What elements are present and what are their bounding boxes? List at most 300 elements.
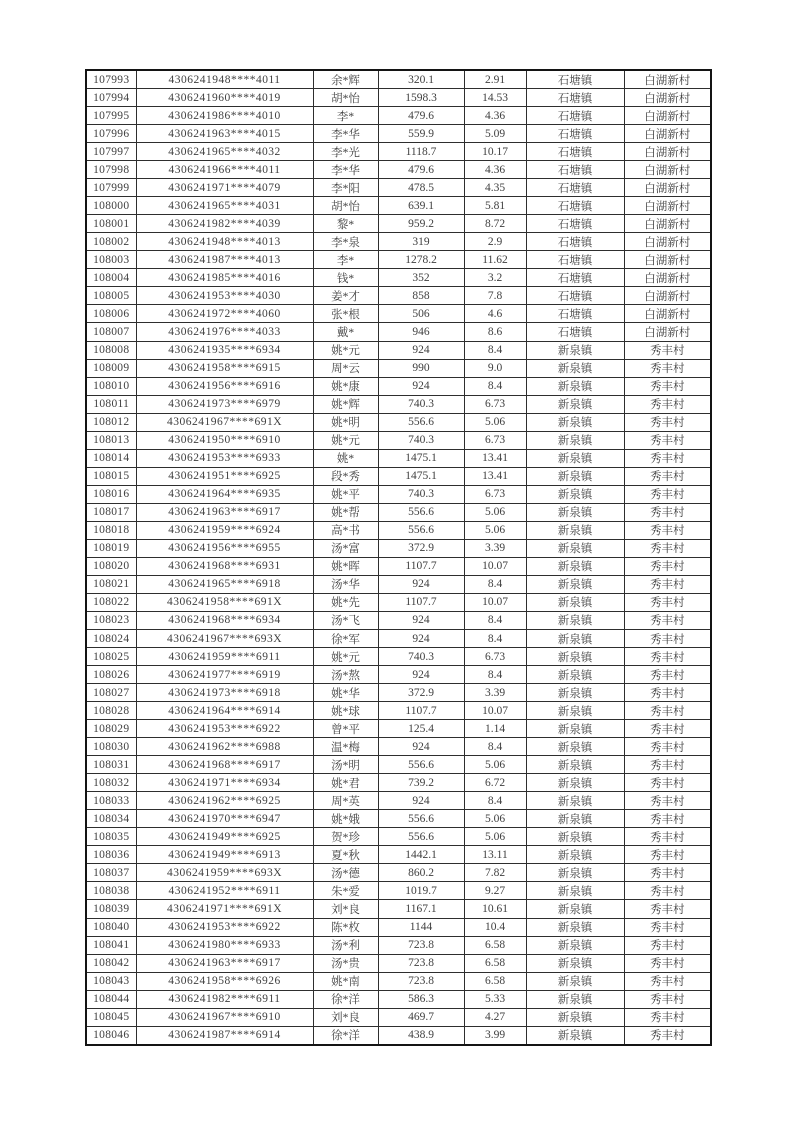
cell-rate: 6.72 (464, 774, 526, 792)
cell-village: 秀丰村 (624, 341, 711, 359)
cell-rate: 5.33 (464, 990, 526, 1008)
cell-name: 张*根 (313, 305, 378, 323)
cell-amount: 1019.7 (378, 882, 464, 900)
cell-village: 秀丰村 (624, 630, 711, 648)
cell-village: 白湖新村 (624, 233, 711, 251)
beneficiary-roster-table (85, 69, 712, 1046)
cell-town: 石塘镇 (526, 233, 624, 251)
cell-amount: 924 (378, 738, 464, 756)
cell-seq: 108045 (86, 1008, 136, 1026)
cell-village: 白湖新村 (624, 323, 711, 341)
cell-town: 石塘镇 (526, 70, 624, 89)
cell-name: 胡*怡 (313, 197, 378, 215)
table-row (86, 467, 711, 485)
cell-seq: 108040 (86, 918, 136, 936)
cell-village: 白湖新村 (624, 251, 711, 269)
cell-name: 姜*才 (313, 287, 378, 305)
cell-seq: 108018 (86, 521, 136, 539)
cell-town: 新泉镇 (526, 485, 624, 503)
cell-village: 秀丰村 (624, 828, 711, 846)
cell-name: 李*华 (313, 125, 378, 143)
cell-town: 新泉镇 (526, 756, 624, 774)
cell-rate: 8.4 (464, 738, 526, 756)
cell-village: 白湖新村 (624, 215, 711, 233)
cell-village: 秀丰村 (624, 557, 711, 575)
cell-amount: 479.6 (378, 107, 464, 125)
table-row (86, 70, 711, 89)
cell-town: 新泉镇 (526, 720, 624, 738)
cell-rate: 4.27 (464, 1008, 526, 1026)
table-row (86, 630, 711, 648)
cell-name: 李* (313, 251, 378, 269)
cell-name: 姚*晖 (313, 557, 378, 575)
cell-name: 汤*贵 (313, 954, 378, 972)
table-row (86, 810, 711, 828)
cell-seq: 108021 (86, 575, 136, 593)
table-row (86, 864, 711, 882)
table-row (86, 756, 711, 774)
cell-seq: 107995 (86, 107, 136, 125)
cell-rate: 5.09 (464, 125, 526, 143)
cell-amount: 924 (378, 377, 464, 395)
cell-seq: 108016 (86, 485, 136, 503)
cell-id: 4306241965****4031 (136, 197, 313, 215)
cell-id: 4306241971****6934 (136, 774, 313, 792)
cell-seq: 108031 (86, 756, 136, 774)
cell-id: 4306241968****6917 (136, 756, 313, 774)
cell-seq: 108001 (86, 215, 136, 233)
cell-town: 新泉镇 (526, 359, 624, 377)
cell-amount: 1598.3 (378, 89, 464, 107)
cell-town: 新泉镇 (526, 630, 624, 648)
cell-town: 新泉镇 (526, 738, 624, 756)
cell-amount: 723.8 (378, 936, 464, 954)
table-row (86, 485, 711, 503)
cell-name: 姚*先 (313, 593, 378, 611)
cell-amount: 924 (378, 666, 464, 684)
table-row (86, 179, 711, 197)
cell-amount: 990 (378, 359, 464, 377)
cell-town: 新泉镇 (526, 918, 624, 936)
cell-town: 新泉镇 (526, 611, 624, 629)
cell-seq: 108003 (86, 251, 136, 269)
cell-name: 姚*辉 (313, 395, 378, 413)
cell-town: 新泉镇 (526, 882, 624, 900)
cell-id: 4306241973****6979 (136, 395, 313, 413)
cell-rate: 8.4 (464, 792, 526, 810)
cell-amount: 924 (378, 630, 464, 648)
cell-village: 秀丰村 (624, 575, 711, 593)
cell-name: 汤*德 (313, 864, 378, 882)
cell-id: 4306241967****691X (136, 413, 313, 431)
cell-amount: 1475.1 (378, 449, 464, 467)
cell-id: 4306241949****6913 (136, 846, 313, 864)
table-row (86, 1008, 711, 1026)
cell-seq: 108011 (86, 395, 136, 413)
cell-id: 4306241935****6934 (136, 341, 313, 359)
cell-town: 新泉镇 (526, 1008, 624, 1026)
cell-rate: 6.73 (464, 485, 526, 503)
cell-id: 4306241964****6935 (136, 485, 313, 503)
cell-village: 白湖新村 (624, 70, 711, 89)
cell-seq: 108026 (86, 666, 136, 684)
cell-seq: 108028 (86, 702, 136, 720)
cell-town: 新泉镇 (526, 413, 624, 431)
cell-seq: 108029 (86, 720, 136, 738)
cell-seq: 108015 (86, 467, 136, 485)
cell-name: 温*梅 (313, 738, 378, 756)
cell-seq: 108014 (86, 449, 136, 467)
cell-name: 汤*熬 (313, 666, 378, 684)
cell-id: 4306241958****6926 (136, 972, 313, 990)
cell-rate: 13.41 (464, 467, 526, 485)
cell-name: 钱* (313, 269, 378, 287)
cell-id: 4306241982****4039 (136, 215, 313, 233)
cell-town: 新泉镇 (526, 557, 624, 575)
cell-amount: 740.3 (378, 395, 464, 413)
cell-village: 白湖新村 (624, 287, 711, 305)
cell-town: 新泉镇 (526, 593, 624, 611)
table-row (86, 197, 711, 215)
cell-name: 汤*华 (313, 575, 378, 593)
cell-name: 姚*帮 (313, 503, 378, 521)
beneficiary-table-body (86, 70, 711, 1045)
cell-village: 秀丰村 (624, 377, 711, 395)
cell-amount: 556.6 (378, 521, 464, 539)
cell-village: 秀丰村 (624, 738, 711, 756)
cell-seq: 107994 (86, 89, 136, 107)
cell-village: 秀丰村 (624, 936, 711, 954)
cell-seq: 108010 (86, 377, 136, 395)
cell-id: 4306241950****6910 (136, 431, 313, 449)
cell-amount: 556.6 (378, 756, 464, 774)
table-row (86, 449, 711, 467)
table-row (86, 611, 711, 629)
cell-village: 秀丰村 (624, 810, 711, 828)
cell-id: 4306241959****6924 (136, 521, 313, 539)
cell-town: 石塘镇 (526, 179, 624, 197)
table-row (86, 846, 711, 864)
table-row (86, 774, 711, 792)
table-row (86, 882, 711, 900)
cell-seq: 108007 (86, 323, 136, 341)
cell-town: 新泉镇 (526, 539, 624, 557)
cell-name: 李*阳 (313, 179, 378, 197)
cell-id: 4306241962****6988 (136, 738, 313, 756)
cell-id: 4306241953****6933 (136, 449, 313, 467)
cell-seq: 108009 (86, 359, 136, 377)
cell-id: 4306241959****6911 (136, 648, 313, 666)
cell-id: 4306241953****6922 (136, 720, 313, 738)
cell-rate: 14.53 (464, 89, 526, 107)
cell-id: 4306241953****6922 (136, 918, 313, 936)
cell-town: 新泉镇 (526, 684, 624, 702)
cell-village: 秀丰村 (624, 431, 711, 449)
cell-amount: 372.9 (378, 539, 464, 557)
cell-seq: 108006 (86, 305, 136, 323)
cell-id: 4306241949****6925 (136, 828, 313, 846)
cell-town: 新泉镇 (526, 900, 624, 918)
cell-town: 新泉镇 (526, 503, 624, 521)
cell-amount: 352 (378, 269, 464, 287)
cell-rate: 8.4 (464, 377, 526, 395)
cell-town: 新泉镇 (526, 954, 624, 972)
cell-town: 石塘镇 (526, 161, 624, 179)
cell-id: 4306241956****6955 (136, 539, 313, 557)
cell-rate: 10.07 (464, 702, 526, 720)
cell-town: 石塘镇 (526, 197, 624, 215)
cell-seq: 108024 (86, 630, 136, 648)
cell-amount: 125.4 (378, 720, 464, 738)
cell-name: 汤*富 (313, 539, 378, 557)
table-row (86, 287, 711, 305)
cell-town: 石塘镇 (526, 287, 624, 305)
cell-amount: 858 (378, 287, 464, 305)
cell-village: 秀丰村 (624, 900, 711, 918)
cell-village: 秀丰村 (624, 485, 711, 503)
table-row (86, 1026, 711, 1045)
cell-seq: 108017 (86, 503, 136, 521)
cell-village: 白湖新村 (624, 197, 711, 215)
cell-name: 高*书 (313, 521, 378, 539)
cell-id: 4306241968****6931 (136, 557, 313, 575)
cell-village: 秀丰村 (624, 954, 711, 972)
cell-town: 新泉镇 (526, 810, 624, 828)
cell-town: 新泉镇 (526, 702, 624, 720)
cell-amount: 740.3 (378, 431, 464, 449)
cell-seq: 108005 (86, 287, 136, 305)
cell-id: 4306241967****6910 (136, 1008, 313, 1026)
cell-seq: 108002 (86, 233, 136, 251)
cell-id: 4306241952****6911 (136, 882, 313, 900)
cell-village: 白湖新村 (624, 179, 711, 197)
cell-amount: 556.6 (378, 828, 464, 846)
table-row (86, 666, 711, 684)
cell-rate: 5.06 (464, 503, 526, 521)
cell-id: 4306241967****693X (136, 630, 313, 648)
cell-town: 新泉镇 (526, 341, 624, 359)
cell-name: 李*华 (313, 161, 378, 179)
cell-name: 刘*良 (313, 900, 378, 918)
cell-name: 贺*珍 (313, 828, 378, 846)
cell-id: 4306241971****4079 (136, 179, 313, 197)
cell-name: 李*光 (313, 143, 378, 161)
cell-rate: 8.4 (464, 575, 526, 593)
cell-seq: 108034 (86, 810, 136, 828)
table-row (86, 557, 711, 575)
cell-id: 4306241953****4030 (136, 287, 313, 305)
cell-rate: 8.4 (464, 341, 526, 359)
cell-village: 秀丰村 (624, 1008, 711, 1026)
cell-id: 4306241968****6934 (136, 611, 313, 629)
cell-town: 石塘镇 (526, 215, 624, 233)
cell-rate: 3.39 (464, 539, 526, 557)
cell-amount: 320.1 (378, 70, 464, 89)
cell-rate: 8.72 (464, 215, 526, 233)
table-row (86, 395, 711, 413)
cell-village: 秀丰村 (624, 792, 711, 810)
cell-rate: 13.41 (464, 449, 526, 467)
cell-rate: 9.27 (464, 882, 526, 900)
cell-rate: 7.82 (464, 864, 526, 882)
cell-name: 黎* (313, 215, 378, 233)
cell-town: 新泉镇 (526, 990, 624, 1008)
cell-seq: 108022 (86, 593, 136, 611)
cell-amount: 556.6 (378, 503, 464, 521)
cell-rate: 3.2 (464, 269, 526, 287)
cell-town: 石塘镇 (526, 305, 624, 323)
table-row (86, 215, 711, 233)
cell-seq: 107996 (86, 125, 136, 143)
cell-town: 新泉镇 (526, 846, 624, 864)
cell-rate: 6.58 (464, 972, 526, 990)
cell-village: 秀丰村 (624, 990, 711, 1008)
table-row (86, 107, 711, 125)
cell-id: 4306241973****6918 (136, 684, 313, 702)
cell-seq: 108032 (86, 774, 136, 792)
cell-seq: 108044 (86, 990, 136, 1008)
table-row (86, 539, 711, 557)
cell-name: 姚*华 (313, 684, 378, 702)
cell-amount: 506 (378, 305, 464, 323)
cell-town: 新泉镇 (526, 377, 624, 395)
cell-rate: 4.6 (464, 305, 526, 323)
cell-id: 4306241965****6918 (136, 575, 313, 593)
cell-seq: 108004 (86, 269, 136, 287)
cell-village: 白湖新村 (624, 125, 711, 143)
cell-rate: 10.4 (464, 918, 526, 936)
cell-village: 秀丰村 (624, 1026, 711, 1045)
cell-amount: 586.3 (378, 990, 464, 1008)
cell-id: 4306241956****6916 (136, 377, 313, 395)
cell-rate: 4.35 (464, 179, 526, 197)
cell-name: 姚* (313, 449, 378, 467)
cell-amount: 1144 (378, 918, 464, 936)
table-row (86, 161, 711, 179)
cell-town: 石塘镇 (526, 323, 624, 341)
table-row (86, 954, 711, 972)
cell-amount: 740.3 (378, 485, 464, 503)
cell-amount: 1107.7 (378, 557, 464, 575)
cell-name: 汤*利 (313, 936, 378, 954)
cell-town: 石塘镇 (526, 143, 624, 161)
cell-amount: 639.1 (378, 197, 464, 215)
cell-village: 秀丰村 (624, 918, 711, 936)
cell-village: 秀丰村 (624, 756, 711, 774)
cell-id: 4306241986****4010 (136, 107, 313, 125)
cell-amount: 319 (378, 233, 464, 251)
table-row (86, 359, 711, 377)
cell-seq: 108037 (86, 864, 136, 882)
cell-amount: 469.7 (378, 1008, 464, 1026)
table-row (86, 251, 711, 269)
cell-id: 4306241960****4019 (136, 89, 313, 107)
table-row (86, 323, 711, 341)
table-row (86, 936, 711, 954)
cell-town: 新泉镇 (526, 828, 624, 846)
cell-amount: 860.2 (378, 864, 464, 882)
cell-name: 姚*球 (313, 702, 378, 720)
table-row (86, 521, 711, 539)
cell-seq: 108027 (86, 684, 136, 702)
cell-village: 秀丰村 (624, 648, 711, 666)
cell-amount: 556.6 (378, 413, 464, 431)
cell-rate: 8.4 (464, 611, 526, 629)
cell-amount: 438.9 (378, 1026, 464, 1045)
cell-name: 姚*元 (313, 431, 378, 449)
cell-seq: 108030 (86, 738, 136, 756)
cell-amount: 1107.7 (378, 593, 464, 611)
cell-seq: 108020 (86, 557, 136, 575)
cell-village: 秀丰村 (624, 413, 711, 431)
cell-rate: 5.06 (464, 413, 526, 431)
cell-seq: 108046 (86, 1026, 136, 1045)
cell-name: 姚*康 (313, 377, 378, 395)
cell-amount: 924 (378, 341, 464, 359)
cell-seq: 108008 (86, 341, 136, 359)
table-row (86, 648, 711, 666)
cell-rate: 10.17 (464, 143, 526, 161)
cell-seq: 108019 (86, 539, 136, 557)
cell-town: 新泉镇 (526, 449, 624, 467)
cell-id: 4306241963****6917 (136, 503, 313, 521)
cell-amount: 723.8 (378, 972, 464, 990)
cell-name: 曾*平 (313, 720, 378, 738)
cell-town: 新泉镇 (526, 521, 624, 539)
cell-rate: 2.91 (464, 70, 526, 89)
cell-village: 秀丰村 (624, 521, 711, 539)
cell-seq: 107998 (86, 161, 136, 179)
cell-town: 新泉镇 (526, 1026, 624, 1045)
cell-id: 4306241976****4033 (136, 323, 313, 341)
cell-name: 李* (313, 107, 378, 125)
cell-id: 4306241985****4016 (136, 269, 313, 287)
cell-seq: 108043 (86, 972, 136, 990)
cell-rate: 3.99 (464, 1026, 526, 1045)
cell-amount: 556.6 (378, 810, 464, 828)
table-row (86, 305, 711, 323)
cell-rate: 5.06 (464, 828, 526, 846)
table-row (86, 125, 711, 143)
cell-village: 秀丰村 (624, 684, 711, 702)
cell-seq: 108000 (86, 197, 136, 215)
cell-id: 4306241964****6914 (136, 702, 313, 720)
cell-village: 秀丰村 (624, 972, 711, 990)
cell-rate: 4.36 (464, 107, 526, 125)
cell-village: 秀丰村 (624, 666, 711, 684)
cell-rate: 10.07 (464, 557, 526, 575)
cell-name: 徐*洋 (313, 1026, 378, 1045)
cell-rate: 6.73 (464, 395, 526, 413)
cell-rate: 8.4 (464, 630, 526, 648)
cell-id: 4306241977****6919 (136, 666, 313, 684)
table-row (86, 143, 711, 161)
table-row (86, 720, 711, 738)
cell-name: 余*辉 (313, 70, 378, 89)
cell-id: 4306241958****691X (136, 593, 313, 611)
cell-id: 4306241948****4013 (136, 233, 313, 251)
cell-amount: 479.6 (378, 161, 464, 179)
table-row (86, 684, 711, 702)
table-row (86, 593, 711, 611)
cell-town: 新泉镇 (526, 666, 624, 684)
cell-id: 4306241959****693X (136, 864, 313, 882)
table-row (86, 575, 711, 593)
cell-amount: 924 (378, 611, 464, 629)
cell-seq: 108042 (86, 954, 136, 972)
cell-name: 姚*元 (313, 648, 378, 666)
cell-town: 新泉镇 (526, 864, 624, 882)
